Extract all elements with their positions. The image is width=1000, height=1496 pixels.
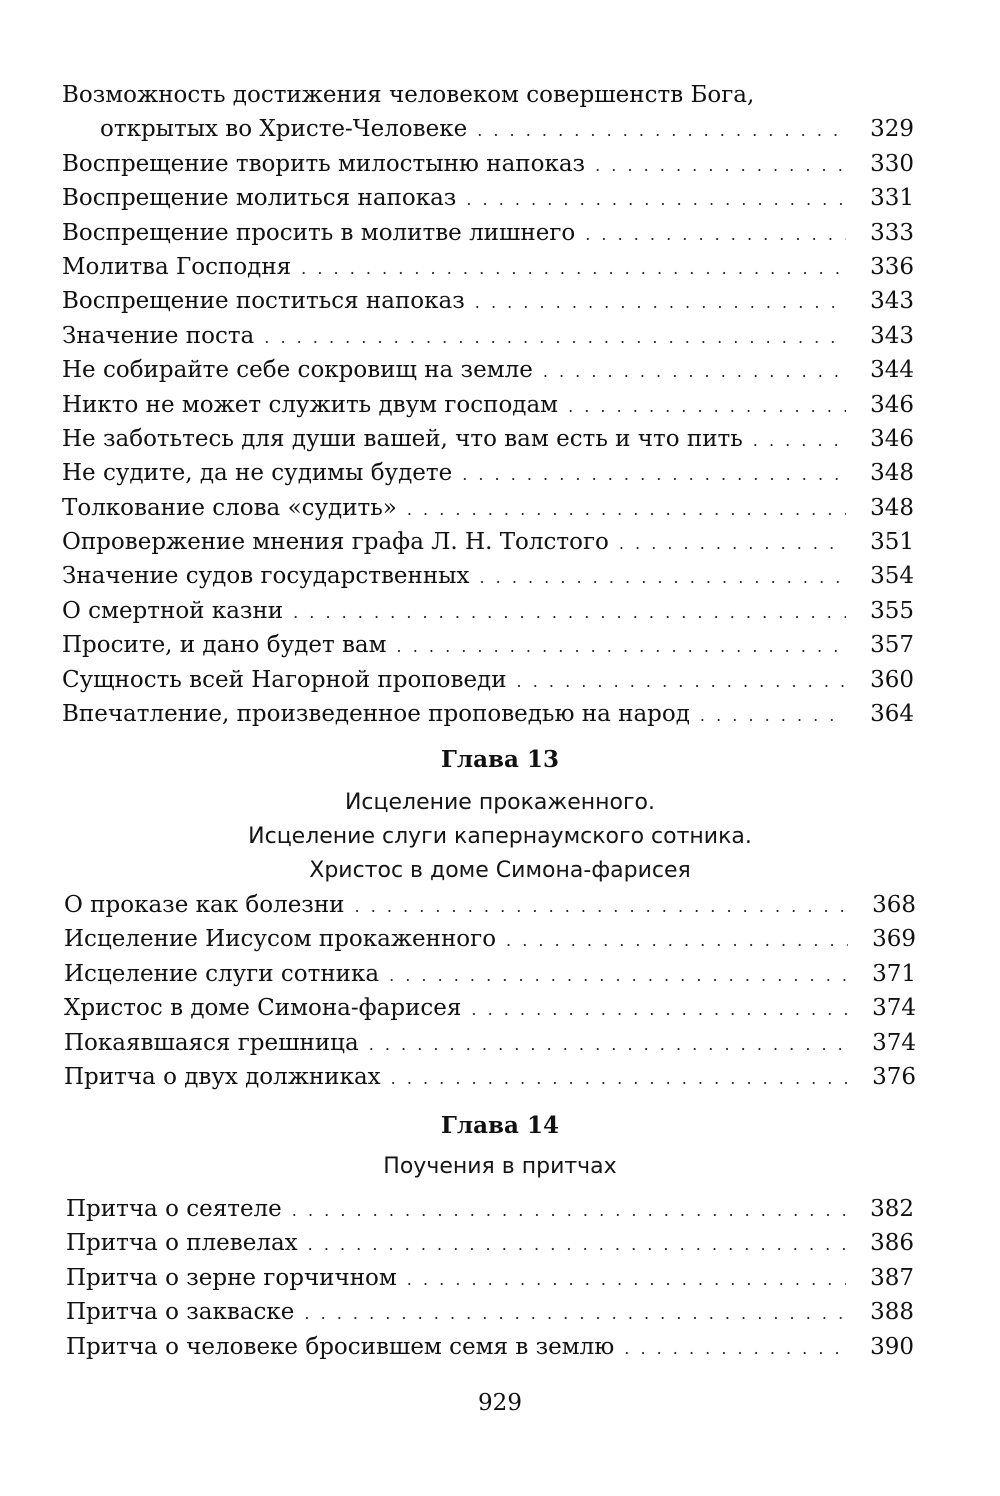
toc-entry	[66, 1295, 914, 1329]
toc-entry-page: 348	[870, 460, 914, 487]
toc-entry-page: 382	[870, 1196, 914, 1222]
dot-leader	[308, 1228, 846, 1262]
toc-entry-page: 355	[870, 597, 914, 624]
dot-leader	[301, 252, 846, 286]
dot-leader	[477, 114, 846, 148]
dot-leader	[292, 1194, 846, 1228]
toc-entry	[62, 422, 914, 456]
toc-entry-page: 357	[870, 632, 914, 659]
toc-entry-continuation	[62, 112, 914, 146]
toc-entry-page: 374	[872, 995, 916, 1022]
toc-entry-page: 331	[870, 185, 914, 212]
toc-entry	[64, 1026, 916, 1060]
toc-entry-page: 333	[870, 219, 914, 246]
dot-leader	[624, 1332, 846, 1366]
toc-entry	[62, 456, 914, 490]
toc-section-1	[62, 78, 914, 731]
toc-entry-title: Не собирайте себе сокровищ на земле	[62, 353, 543, 387]
toc-entry-page: 354	[870, 563, 914, 590]
dot-leader	[462, 458, 846, 492]
toc-entry	[62, 353, 914, 387]
toc-entry-page: 330	[870, 150, 914, 177]
toc-entry-title: О смертной казни	[62, 594, 293, 628]
toc-entry	[64, 922, 916, 956]
toc-entry-page: 329	[870, 116, 914, 143]
toc-entry	[62, 388, 914, 422]
toc-entry-title: Притча о закваске	[66, 1295, 304, 1329]
toc-entry-page: 336	[870, 253, 914, 280]
dot-leader	[264, 321, 846, 355]
toc-entry	[62, 250, 914, 284]
toc-entry	[62, 491, 914, 525]
toc-entry-title: Исцеление Иисусом прокаженного	[64, 922, 506, 956]
toc-entry	[62, 559, 914, 593]
toc-entry-page: 390	[870, 1333, 914, 1360]
toc-entry-page: 351	[870, 529, 914, 556]
toc-entry	[62, 663, 914, 697]
toc-entry-title: Воспрещение творить милостыню напоказ	[62, 147, 595, 181]
toc-entry	[62, 147, 914, 181]
chapter-subtitle-line: Христос в доме Симона-фарисея	[309, 858, 691, 883]
toc-entry-page: 364	[870, 701, 914, 728]
dot-leader	[700, 699, 846, 733]
toc-entry-list	[66, 1192, 914, 1364]
toc-entry-title: Значение поста	[62, 319, 264, 353]
toc-entry-title: Притча о зерне горчичном	[66, 1261, 407, 1295]
chapter-subtitle	[0, 1150, 1000, 1184]
toc-entry-page: 371	[872, 960, 916, 987]
toc-entry-title: Толкование слова «судить»	[62, 491, 407, 525]
toc-entry	[66, 1192, 914, 1226]
dot-leader	[517, 665, 846, 699]
toc-entry-title: Не заботьтесь для души вашей, что вам есть и что пить	[62, 422, 753, 456]
toc-entry-page: 348	[870, 494, 914, 521]
toc-entry-page: 386	[870, 1230, 914, 1257]
toc-entry	[62, 594, 914, 628]
dot-leader	[543, 355, 846, 389]
toc-entry-page: 374	[872, 1029, 916, 1056]
toc-entry-list	[62, 147, 914, 732]
dot-leader	[479, 561, 846, 595]
chapter-subtitle-line: Исцеление прокаженного.	[344, 790, 656, 815]
toc-entry-title: Притча о двух должниках	[64, 1060, 391, 1094]
toc-entry-page: 344	[870, 357, 914, 384]
chapter-heading: Глава 13	[441, 746, 559, 773]
dot-leader	[585, 218, 846, 252]
toc-entry-title: Возможность достижения человеком совершенств Бога,	[62, 78, 764, 112]
toc-chapter-13	[64, 888, 916, 1094]
chapter-subtitle-line: Поучения в притчах	[383, 1154, 617, 1179]
dot-leader	[471, 993, 848, 1027]
toc-entry-title: Не судите, да не судимы будете	[62, 456, 462, 490]
toc-entry-page: 343	[870, 322, 914, 349]
toc-entry	[64, 888, 916, 922]
chapter-subtitle	[0, 786, 1000, 888]
toc-entry-page: 343	[870, 288, 914, 315]
toc-entry	[64, 991, 916, 1025]
toc-entry	[64, 1060, 916, 1094]
toc-entry	[64, 957, 916, 991]
dot-leader	[506, 924, 848, 958]
toc-entry-title: Покаявшаяся грешница	[64, 1026, 369, 1060]
dot-leader	[369, 1028, 848, 1062]
toc-chapter-14	[66, 1192, 914, 1364]
toc-entry	[62, 525, 914, 559]
toc-entry-title: Притча о плевелах	[66, 1226, 308, 1260]
dot-leader	[355, 890, 848, 924]
toc-entry-title: Никто не может служить двум господам	[62, 388, 568, 422]
toc-entry-page: 368	[872, 892, 916, 918]
toc-entry-title: Сущность всей Нагорной проповеди	[62, 663, 517, 697]
toc-entry-title: Исцеление слуги сотника	[64, 957, 389, 991]
toc-entry-title: Христос в доме Симона-фарисея	[64, 991, 471, 1025]
toc-entry-title: Притча о сеятеле	[66, 1192, 292, 1226]
chapter-subtitle-line: Исцеление слуги капернаумского сотника.	[248, 824, 752, 849]
toc-entry-title: Значение судов государственных	[62, 559, 479, 593]
dot-leader	[304, 1297, 846, 1331]
toc-entry-title: Просите, и дано будет вам	[62, 628, 397, 662]
toc-entry	[62, 319, 914, 353]
toc-entry-page: 387	[870, 1264, 914, 1291]
toc-entry-title: Воспрещение молиться напоказ	[62, 181, 466, 215]
toc-entry-list	[64, 888, 916, 1094]
dot-leader	[466, 183, 846, 217]
dot-leader	[475, 286, 846, 320]
toc-entry-title: Воспрещение поститься напоказ	[62, 284, 475, 318]
dot-leader	[391, 1062, 848, 1096]
toc-entry-page: 346	[870, 425, 914, 452]
toc-entry-title: Притча о человеке бросившем семя в землю	[66, 1330, 624, 1364]
toc-entry-page: 388	[870, 1299, 914, 1326]
toc-entry	[62, 216, 914, 250]
toc-entry-title: О проказе как болезни	[64, 888, 355, 922]
toc-entry	[62, 284, 914, 318]
toc-entry-title: открытых во Христе-Человеке	[62, 112, 477, 146]
toc-entry	[66, 1226, 914, 1260]
chapter-heading: Глава 14	[441, 1112, 559, 1139]
dot-leader	[389, 959, 848, 993]
dot-leader	[753, 424, 846, 458]
toc-entry-page: 346	[870, 391, 914, 418]
dot-leader	[568, 390, 846, 424]
toc-entry	[62, 181, 914, 215]
toc-entry-title: Впечатление, произведенное проповедью на народ	[62, 697, 700, 731]
dot-leader	[619, 527, 846, 561]
dot-leader	[397, 630, 846, 664]
toc-entry-page: 376	[872, 1063, 916, 1090]
toc-entry-title: Молитва Господня	[62, 250, 301, 284]
toc-entry-title: Воспрещение просить в молитве лишнего	[62, 216, 585, 250]
dot-leader	[407, 493, 846, 527]
toc-entry	[66, 1330, 914, 1364]
toc-entry-title: Опровержение мнения графа Л. Н. Толстого	[62, 525, 619, 559]
toc-entry-page: 369	[872, 926, 916, 953]
toc-entry-page: 360	[870, 666, 914, 693]
toc-entry	[66, 1261, 914, 1295]
toc-entry	[62, 697, 914, 731]
toc-entry	[62, 628, 914, 662]
dot-leader	[407, 1263, 846, 1297]
dot-leader	[293, 596, 846, 630]
page-number: 929	[478, 1390, 522, 1416]
dot-leader	[595, 149, 846, 183]
toc-entry	[62, 78, 914, 112]
